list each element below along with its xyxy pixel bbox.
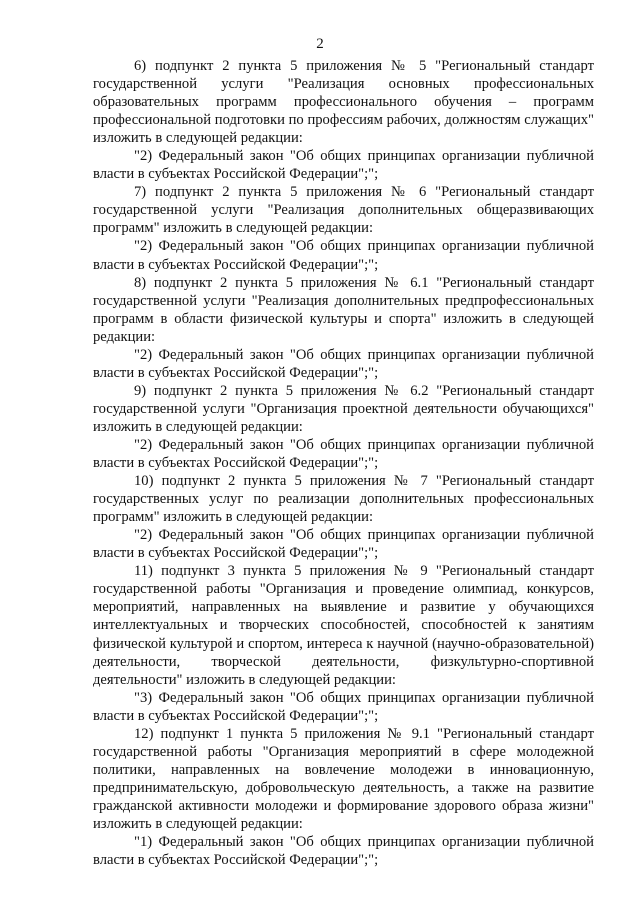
amendment-text: "2) Федеральный закон "Об общих принципах организации публичной власти в субъектах Российской Федерации";"; [93,436,594,472]
amendment-text: "1) Федеральный закон "Об общих принципах организации публичной власти в субъектах Российской Федерации";"; [93,834,594,869]
page-number: 2 [316,36,324,52]
paragraph-item-8: 8) подпункт 2 пункта 5 приложения № 6.1 "Региональный стандарт государственной услуги "Реализация дополнительных предпрофессиональных программ в области физической культуры и спорта" изложить в следующей редакции: [93,274,594,345]
paragraph-item-7: 7) подпункт 2 пункта 5 приложения № 6 "Региональный стандарт государственной услуги "Реализация дополнительных общеразвивающих программ" изложить в следующей редакции: [93,184,594,237]
amendment-text: "2) Федеральный закон "Об общих принципах организации публичной власти в субъектах Российской Федерации";"; [93,238,594,273]
paragraph-item-12: 12) подпункт 1 пункта 5 приложения № 9.1 "Региональный стандарт государственной работы "Организация мероприятий в сфере молодежной политики, направленных на вовлечение молодежи в инновационную, предпринимательскую, добровольческую деятельность, а также на развитие гражданской активности молодежи и формирование здорового образа жизни" изложить в следующей редакции: [93,725,594,832]
paragraph-item-6: 6) подпункт 2 пункта 5 приложения № 5 "Региональный стандарт государственной услуги "Реализация основных профессиональных образовательных программ профессионального обучения – программ профессиональной подготовки по профессиям рабочих, должностям служащих" изложить в следующей редакции: [93,58,594,147]
document-body [93,57,594,869]
amendment-text: "3) Федеральный закон "Об общих принципах организации публичной власти в субъектах Российской Федерации";"; [93,689,594,724]
paragraph-item-9: 9) подпункт 2 пункта 5 приложения № 6.2 "Региональный стандарт государственной услуги "Организация проектной деятельности обучающихся" изложить в следующей редакции: [93,382,594,435]
paragraph-item-11: 11) подпункт 3 пункта 5 приложения № 9 "Региональный стандарт государственной работы "Организация и проведение олимпиад, конкурсов, мероприятий, направленных на выявление и развитие у обучающихся интеллектуальных и творческих способностей, способностей к занятиям физической культурой и спортом, интереса к научной (научно-образовательной) деятельности, творческой деятельности, физкультурно-спортивной деятельности" изложить в следующей редакции: [93,563,594,688]
amendment-text: "2) Федеральный закон "Об общих принципах организации публичной власти в субъектах Российской Федерации";"; [93,346,594,381]
amendment-text: "2) Федеральный закон "Об общих принципах организации публичной власти в субъектах Российской Федерации";"; [93,527,594,562]
amendment-text: "2) Федеральный закон "Об общих принципах организации публичной власти в субъектах Российской Федерации";"; [93,148,594,183]
paragraph-item-10: 10) подпункт 2 пункта 5 приложения № 7 "Региональный стандарт государственных услуг по реализации дополнительных профессиональных программ" изложить в следующей редакции: [93,473,594,526]
